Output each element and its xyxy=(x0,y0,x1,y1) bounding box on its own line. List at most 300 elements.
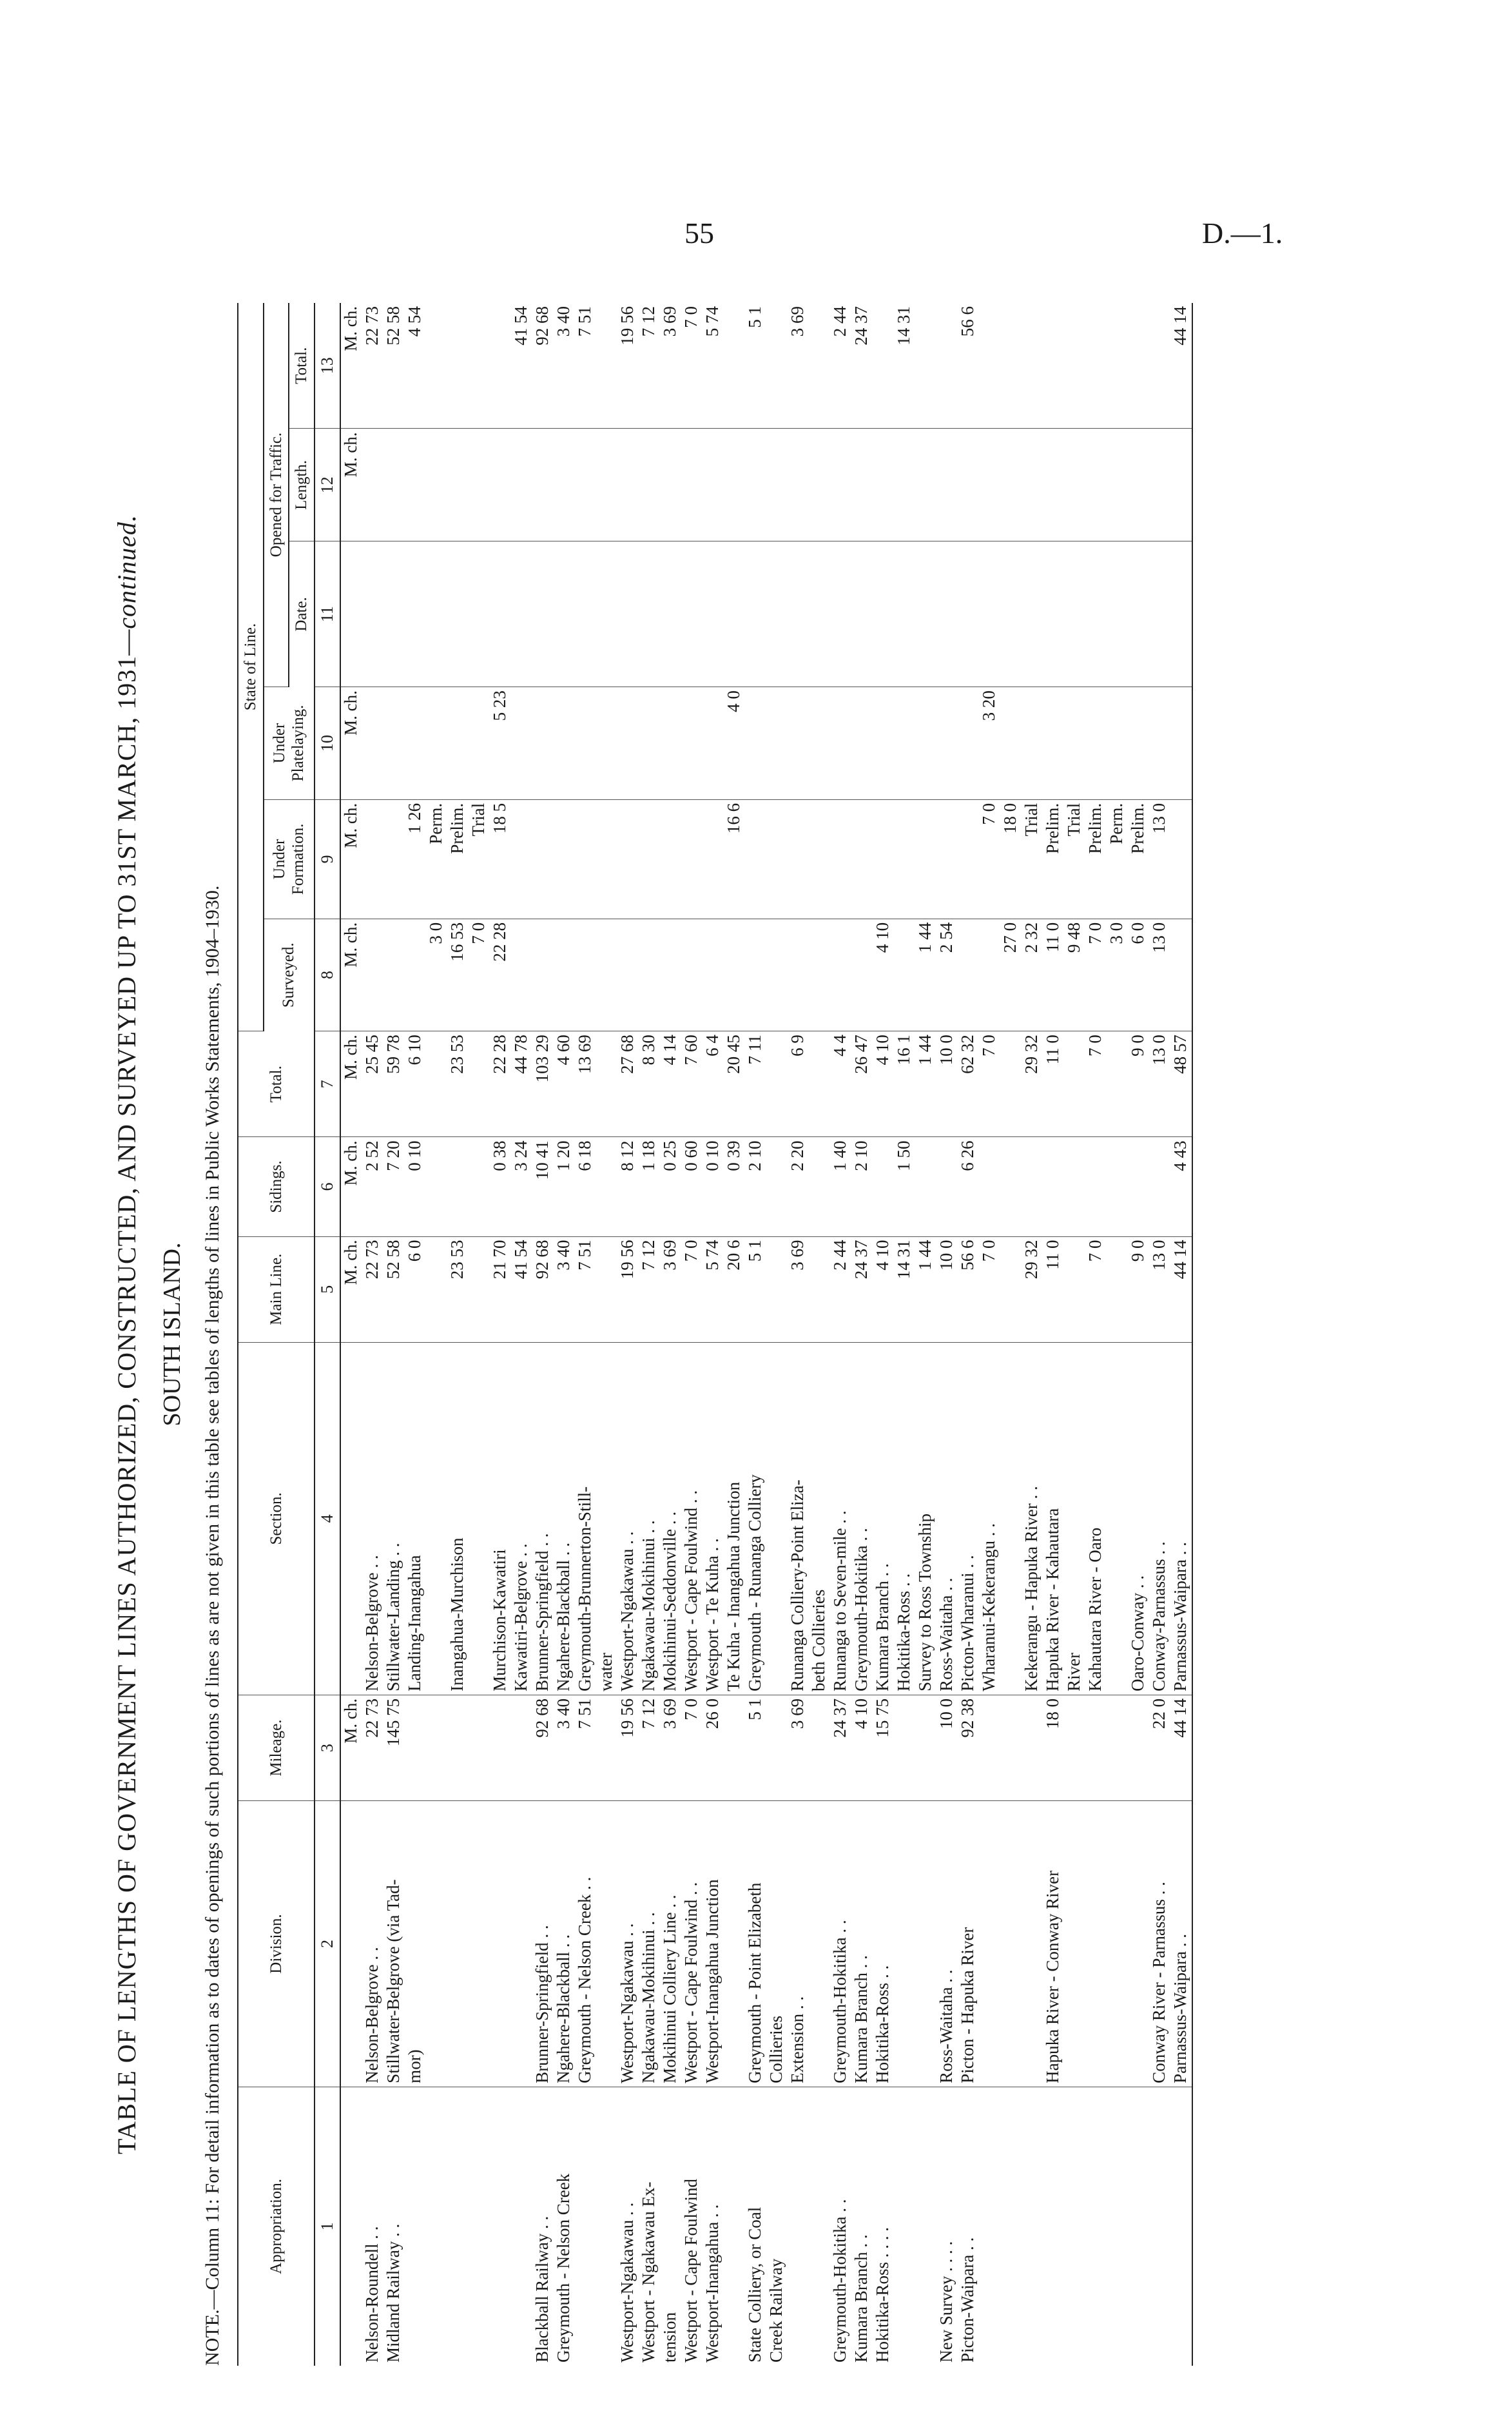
surveyed-cell: 22 28 xyxy=(490,919,511,1031)
mileage-cell xyxy=(1022,1695,1043,1800)
appropriation-cell xyxy=(809,2087,830,2366)
total-cell xyxy=(1064,1031,1085,1137)
under-formation-cell xyxy=(1170,799,1192,919)
appropriation-cell xyxy=(1043,2087,1064,2366)
section-cell: Greymouth-Hokitika . . xyxy=(851,1342,873,1695)
table-row xyxy=(936,303,958,2366)
table-note: NOTE.—Column 11: For detail information as to dates of openings of such portions of lines as are not given in this table see tables of lengths of lines in Public Works Statements, 1904–1930. xyxy=(202,885,223,2366)
sidings-cell: 0 39 xyxy=(724,1137,745,1236)
total-opened-cell: 56 6 xyxy=(958,303,979,429)
col-number: 12 xyxy=(315,429,341,541)
col-number: 5 xyxy=(315,1236,341,1342)
total-opened-cell xyxy=(1107,303,1128,429)
header-opened-for-traffic: Opened for Traffic. xyxy=(264,303,289,687)
appropriation-cell xyxy=(724,2087,745,2366)
surveyed-cell xyxy=(362,919,383,1031)
under-platelaying-cell xyxy=(809,687,830,800)
table-row xyxy=(426,303,447,2366)
section-cell: Survey to Ross Township xyxy=(915,1342,936,1695)
header-main-line: Main Line. xyxy=(238,1236,315,1342)
division-cell: mor) xyxy=(405,1801,426,2087)
table-row xyxy=(596,303,617,2366)
division-cell: Nelson-Belgrove . . xyxy=(362,1801,383,2087)
date-opened-cell xyxy=(724,541,745,687)
section-cell xyxy=(766,1342,788,1695)
main-line-cell: 5 74 xyxy=(703,1236,724,1342)
division-cell xyxy=(894,1801,915,2087)
length-opened-cell xyxy=(979,429,1000,541)
under-formation-cell xyxy=(639,799,660,919)
table-row xyxy=(979,303,1000,2366)
total-cell: 16 1 xyxy=(894,1031,915,1137)
section-cell: Kawatiri-Belgrove . . xyxy=(511,1342,532,1695)
division-cell: Stillwater-Belgrove (via Tad- xyxy=(383,1801,405,2087)
section-cell: Kekerangu - Hapuka River . . xyxy=(1022,1342,1043,1695)
under-platelaying-cell xyxy=(958,687,979,800)
total-opened-cell: 3 69 xyxy=(788,303,809,429)
surveyed-cell: 16 53 xyxy=(447,919,469,1031)
main-line-cell xyxy=(1107,1236,1128,1342)
under-platelaying-cell xyxy=(362,687,383,800)
total-cell: 4 60 xyxy=(554,1031,575,1137)
page-code: D.—1. xyxy=(1202,217,1283,249)
table-row xyxy=(1085,303,1107,2366)
under-platelaying-cell xyxy=(532,687,554,800)
division-cell: Westport - Cape Foulwind . . xyxy=(681,1801,703,2087)
division-cell: Ngakawau-Mokihinui . . xyxy=(639,1801,660,2087)
division-cell xyxy=(447,1801,469,2087)
length-opened-cell xyxy=(1149,429,1170,541)
under-formation-cell xyxy=(788,799,809,919)
main-line-cell: 41 54 xyxy=(511,1236,532,1342)
under-formation-cell xyxy=(660,799,681,919)
mileage-cell: 26 0 xyxy=(703,1695,724,1800)
division-cell: Conway River - Parnassus . . xyxy=(1149,1801,1170,2087)
sidings-cell: 0 25 xyxy=(660,1137,681,1236)
total-cell xyxy=(596,1031,617,1137)
appropriation-cell: Westport - Cape Foulwind xyxy=(681,2178,701,2363)
under-formation-cell: Perm. xyxy=(426,799,447,919)
col-number: 11 xyxy=(315,541,341,687)
section-cell: Landing-Inangahua xyxy=(405,1342,426,1695)
length-opened-cell xyxy=(1107,429,1128,541)
division-cell: Greymouth - Point Elizabeth xyxy=(745,1801,766,2087)
length-opened-cell xyxy=(1043,429,1064,541)
length-opened-cell xyxy=(894,429,915,541)
sidings-cell: 10 41 xyxy=(532,1137,554,1236)
section-cell: Oaro-Conway . . xyxy=(1128,1342,1149,1695)
mileage-cell: 10 0 xyxy=(936,1695,958,1800)
mileage-cell xyxy=(915,1695,936,1800)
under-platelaying-cell xyxy=(617,687,639,800)
sidings-cell xyxy=(979,1137,1000,1236)
mileage-cell: 22 0 xyxy=(1149,1695,1170,1800)
surveyed-cell: 6 0 xyxy=(1128,919,1149,1031)
table-row xyxy=(362,303,383,2366)
total-cell: 11 0 xyxy=(1043,1031,1064,1137)
unit-label: M. ch. xyxy=(340,1137,362,1236)
appropriation-cell: Midland Railway . . xyxy=(383,2223,403,2363)
under-platelaying-cell xyxy=(830,687,851,800)
total-opened-cell xyxy=(873,303,894,429)
table-row xyxy=(1149,303,1170,2366)
under-platelaying-cell xyxy=(936,687,958,800)
division-cell xyxy=(809,1801,830,2087)
sidings-cell: 3 24 xyxy=(511,1137,532,1236)
surveyed-cell: 3 0 xyxy=(1107,919,1128,1031)
total-opened-cell: 5 1 xyxy=(745,303,766,429)
main-line-cell: 7 12 xyxy=(639,1236,660,1342)
mileage-cell xyxy=(979,1695,1000,1800)
length-opened-cell xyxy=(745,429,766,541)
under-formation-cell xyxy=(703,799,724,919)
date-opened-cell xyxy=(873,541,894,687)
under-formation-cell xyxy=(383,799,405,919)
total-opened-cell: 2 44 xyxy=(830,303,851,429)
date-opened-cell xyxy=(383,541,405,687)
header-section: Section. xyxy=(238,1342,315,1695)
surveyed-cell: 4 10 xyxy=(873,919,894,1031)
date-opened-cell xyxy=(469,541,490,687)
main-line-cell: 4 10 xyxy=(873,1236,894,1342)
under-formation-cell xyxy=(575,799,596,919)
main-line-cell: 3 40 xyxy=(554,1236,575,1342)
under-formation-cell xyxy=(617,799,639,919)
main-line-cell: 92 68 xyxy=(532,1236,554,1342)
mileage-cell: 145 75 xyxy=(383,1695,405,1800)
mileage-cell: 5 1 xyxy=(745,1695,766,1800)
sidings-cell: 6 18 xyxy=(575,1137,596,1236)
section-cell: Stillwater-Landing . . xyxy=(383,1342,405,1695)
main-line-cell: 3 69 xyxy=(788,1236,809,1342)
sidings-cell xyxy=(1064,1137,1085,1236)
col-number: 8 xyxy=(315,919,341,1031)
unit-label: M. ch. xyxy=(340,303,362,429)
total-opened-cell: 22 73 xyxy=(362,303,383,429)
sidings-cell: 2 10 xyxy=(745,1137,766,1236)
total-cell: 44 78 xyxy=(511,1031,532,1137)
surveyed-cell xyxy=(703,919,724,1031)
section-cell: Picton-Wharanui . . xyxy=(958,1342,979,1695)
division-cell xyxy=(1085,1801,1107,2087)
sidings-cell: 1 18 xyxy=(639,1137,660,1236)
total-opened-cell xyxy=(936,303,958,429)
date-opened-cell xyxy=(639,541,660,687)
table-row xyxy=(511,303,532,2366)
total-cell: 13 0 xyxy=(1149,1031,1170,1137)
under-formation-cell xyxy=(830,799,851,919)
main-line-cell: 2 44 xyxy=(830,1236,851,1342)
appropriation-cell: Blackball Railway . . xyxy=(532,2216,552,2363)
surveyed-cell xyxy=(851,919,873,1031)
section-cell: Hapuka River - Kahautara xyxy=(1043,1342,1064,1695)
appropriation-cell: New Survey . . . . xyxy=(936,2241,956,2363)
under-formation-cell xyxy=(362,799,383,919)
division-cell xyxy=(1000,1801,1022,2087)
under-formation-cell: 7 0 xyxy=(979,799,1000,919)
surveyed-cell xyxy=(1170,919,1192,1031)
length-opened-cell xyxy=(596,429,617,541)
main-line-cell xyxy=(809,1236,830,1342)
appropriation-cell xyxy=(447,2087,469,2366)
header-total-opened: Total. xyxy=(289,303,315,429)
appropriation-cell xyxy=(1064,2087,1085,2366)
division-cell: Westport-Inangahua Junction xyxy=(703,1801,724,2087)
surveyed-cell: 1 44 xyxy=(915,919,936,1031)
appropriation-cell: Westport - Ngakawau Ex- xyxy=(639,2181,659,2363)
appropriation-cell xyxy=(1170,2087,1192,2366)
appropriation-cell xyxy=(469,2087,490,2366)
table-row xyxy=(894,303,915,2366)
header-appropriation: Appropriation. xyxy=(238,2087,315,2366)
division-cell xyxy=(915,1801,936,2087)
division-cell: Westport-Ngakawau . . xyxy=(617,1801,639,2087)
under-platelaying-cell xyxy=(383,687,405,800)
section-cell: Kahautara River - Oaro xyxy=(1085,1342,1107,1695)
sidings-cell: 4 43 xyxy=(1170,1137,1192,1236)
header-date: Date. xyxy=(289,541,315,687)
total-opened-cell: 24 37 xyxy=(851,303,873,429)
sidings-cell xyxy=(1149,1137,1170,1236)
total-cell xyxy=(426,1031,447,1137)
total-cell: 27 68 xyxy=(617,1031,639,1137)
total-cell: 48 57 xyxy=(1170,1031,1192,1137)
total-opened-cell xyxy=(490,303,511,429)
section-cell: Ross-Waitaha . . xyxy=(936,1342,958,1695)
appropriation-cell xyxy=(1022,2087,1043,2366)
section-cell: water xyxy=(596,1342,617,1695)
surveyed-cell xyxy=(511,919,532,1031)
sidings-cell xyxy=(1085,1137,1107,1236)
section-cell: Ngakawau-Mokihinui . . xyxy=(639,1342,660,1695)
division-cell: Ngahere-Blackball . . xyxy=(554,1801,575,2087)
total-cell xyxy=(469,1031,490,1137)
total-cell: 7 0 xyxy=(1085,1031,1107,1137)
total-cell: 1 44 xyxy=(915,1031,936,1137)
total-cell: 20 45 xyxy=(724,1031,745,1137)
table-row xyxy=(1000,303,1022,2366)
date-opened-cell xyxy=(788,541,809,687)
under-platelaying-cell xyxy=(766,687,788,800)
surveyed-cell xyxy=(639,919,660,1031)
under-platelaying-cell xyxy=(1149,687,1170,800)
mileage-cell xyxy=(596,1695,617,1800)
table-row xyxy=(447,303,469,2366)
table-row xyxy=(873,303,894,2366)
under-formation-cell xyxy=(681,799,703,919)
mileage-cell xyxy=(894,1695,915,1800)
appropriation-cell xyxy=(788,2087,809,2366)
date-opened-cell xyxy=(1128,541,1149,687)
under-formation-cell xyxy=(936,799,958,919)
unit-label: M. ch. xyxy=(340,1236,362,1342)
total-opened-cell xyxy=(1043,303,1064,429)
total-cell: 23 53 xyxy=(447,1031,469,1137)
lengths-table xyxy=(237,303,1193,2366)
under-formation-cell: Prelim. xyxy=(1043,799,1064,919)
section-cell: Westport - Cape Foulwind . . xyxy=(681,1342,703,1695)
section-cell: Greymouth - Runanga Colliery xyxy=(745,1342,766,1695)
total-opened-cell: 41 54 xyxy=(511,303,532,429)
header-under-formation: Under Formation. xyxy=(264,799,315,919)
total-cell: 4 4 xyxy=(830,1031,851,1137)
date-opened-cell xyxy=(1085,541,1107,687)
sidings-cell xyxy=(915,1137,936,1236)
date-opened-cell xyxy=(1000,541,1022,687)
sidings-cell xyxy=(447,1137,469,1236)
appropriation-cell xyxy=(1149,2087,1170,2366)
mileage-cell xyxy=(724,1695,745,1800)
under-platelaying-cell xyxy=(873,687,894,800)
under-platelaying-cell xyxy=(447,687,469,800)
main-line-cell: 9 0 xyxy=(1128,1236,1149,1342)
appropriation-cell xyxy=(1000,2087,1022,2366)
mileage-cell: 15 75 xyxy=(873,1695,894,1800)
total-opened-cell xyxy=(915,303,936,429)
total-opened-cell: 7 0 xyxy=(681,303,703,429)
under-formation-cell: Prelim. xyxy=(447,799,469,919)
main-line-cell: 52 58 xyxy=(383,1236,405,1342)
total-cell: 6 9 xyxy=(788,1031,809,1137)
mileage-cell xyxy=(1000,1695,1022,1800)
surveyed-cell xyxy=(660,919,681,1031)
main-line-cell xyxy=(426,1236,447,1342)
under-platelaying-cell xyxy=(1043,687,1064,800)
col-number: 13 xyxy=(315,303,341,429)
main-line-cell: 29 32 xyxy=(1022,1236,1043,1342)
length-opened-cell xyxy=(915,429,936,541)
main-line-cell: 20 6 xyxy=(724,1236,745,1342)
surveyed-cell xyxy=(596,919,617,1031)
appropriation-cell: Hokitika-Ross . . . . xyxy=(873,2227,893,2363)
page-number: 55 xyxy=(684,217,714,249)
mileage-cell: 92 38 xyxy=(958,1695,979,1800)
mileage-cell xyxy=(426,1695,447,1800)
section-cell: Mokihinui-Seddonville . . xyxy=(660,1342,681,1695)
total-opened-cell: 7 12 xyxy=(639,303,660,429)
table-row xyxy=(469,303,490,2366)
main-line-cell xyxy=(469,1236,490,1342)
date-opened-cell xyxy=(511,541,532,687)
appropriation-cell xyxy=(1128,2087,1149,2366)
under-platelaying-cell xyxy=(426,687,447,800)
length-opened-cell xyxy=(830,429,851,541)
mileage-cell: 18 0 xyxy=(1043,1695,1064,1800)
col-number: 10 xyxy=(315,687,341,800)
total-opened-cell xyxy=(979,303,1000,429)
under-platelaying-cell xyxy=(405,687,426,800)
division-cell xyxy=(469,1801,490,2087)
total-opened-cell: 4 54 xyxy=(405,303,426,429)
table-row xyxy=(1107,303,1128,2366)
date-opened-cell xyxy=(703,541,724,687)
mileage-cell: 22 73 xyxy=(362,1695,383,1800)
main-line-cell: 22 73 xyxy=(362,1236,383,1342)
division-cell: Greymouth-Hokitika . . xyxy=(830,1801,851,2087)
appropriation-cell xyxy=(979,2087,1000,2366)
appropriation-cell: Picton-Waipara . . xyxy=(958,2237,978,2363)
section-cell: Runanga Colliery-Point Eliza- xyxy=(788,1342,809,1695)
sidings-cell xyxy=(1043,1137,1064,1236)
under-formation-cell xyxy=(851,799,873,919)
length-opened-cell xyxy=(447,429,469,541)
table-row xyxy=(575,303,596,2366)
surveyed-cell xyxy=(788,919,809,1031)
header-total: Total. xyxy=(238,1031,315,1137)
main-line-cell xyxy=(596,1236,617,1342)
section-cell: Nelson-Belgrove . . xyxy=(362,1342,383,1695)
section-cell: beth Collieries xyxy=(809,1342,830,1695)
under-formation-cell: Trial xyxy=(1064,799,1085,919)
table-row xyxy=(809,303,830,2366)
appropriation-cell: State Colliery, or Coal xyxy=(745,2207,765,2363)
sidings-cell: 1 50 xyxy=(894,1137,915,1236)
section-cell: Greymouth-Brunnerton-Still- xyxy=(575,1342,596,1695)
total-opened-cell xyxy=(1128,303,1149,429)
sidings-cell xyxy=(1128,1137,1149,1236)
appropriation-cell: Creek Railway xyxy=(766,2258,786,2363)
main-line-cell: 7 51 xyxy=(575,1236,596,1342)
length-opened-cell xyxy=(1064,429,1085,541)
total-cell: 103 29 xyxy=(532,1031,554,1137)
division-cell xyxy=(979,1801,1000,2087)
mileage-cell: 24 37 xyxy=(830,1695,851,1800)
length-opened-cell xyxy=(532,429,554,541)
sidings-cell xyxy=(1107,1137,1128,1236)
main-line-cell xyxy=(1000,1236,1022,1342)
appropriation-cell xyxy=(1107,2087,1128,2366)
surveyed-cell: 11 0 xyxy=(1043,919,1064,1031)
table-row xyxy=(958,303,979,2366)
date-opened-cell xyxy=(660,541,681,687)
mileage-cell xyxy=(1085,1695,1107,1800)
length-opened-cell xyxy=(724,429,745,541)
surveyed-cell xyxy=(405,919,426,1031)
mileage-cell: 19 56 xyxy=(617,1695,639,1800)
total-cell xyxy=(1000,1031,1022,1137)
sidings-cell xyxy=(809,1137,830,1236)
col-number: 6 xyxy=(315,1137,341,1236)
surveyed-cell: 13 0 xyxy=(1149,919,1170,1031)
total-opened-cell xyxy=(809,303,830,429)
surveyed-cell xyxy=(745,919,766,1031)
main-line-cell: 14 31 xyxy=(894,1236,915,1342)
total-cell: 7 11 xyxy=(745,1031,766,1137)
sidings-cell xyxy=(1022,1137,1043,1236)
surveyed-cell: 2 32 xyxy=(1022,919,1043,1031)
total-cell: 26 47 xyxy=(851,1031,873,1137)
sidings-cell: 0 60 xyxy=(681,1137,703,1236)
date-opened-cell xyxy=(681,541,703,687)
table-row xyxy=(490,303,511,2366)
table-title xyxy=(111,303,142,2366)
mileage-cell xyxy=(490,1695,511,1800)
under-platelaying-cell xyxy=(894,687,915,800)
total-opened-cell xyxy=(596,303,617,429)
main-line-cell: 23 53 xyxy=(447,1236,469,1342)
surveyed-cell: 2 54 xyxy=(936,919,958,1031)
division-cell: Parnassus-Waipara . . xyxy=(1170,1801,1192,2087)
sidings-cell xyxy=(766,1137,788,1236)
mileage-cell xyxy=(809,1695,830,1800)
under-platelaying-cell: 4 0 xyxy=(724,687,745,800)
surveyed-cell xyxy=(766,919,788,1031)
division-cell: Mokihinui Colliery Line . . xyxy=(660,1801,681,2087)
length-opened-cell xyxy=(575,429,596,541)
sidings-cell: 2 52 xyxy=(362,1137,383,1236)
date-opened-cell xyxy=(1064,541,1085,687)
total-opened-cell: 52 58 xyxy=(383,303,405,429)
